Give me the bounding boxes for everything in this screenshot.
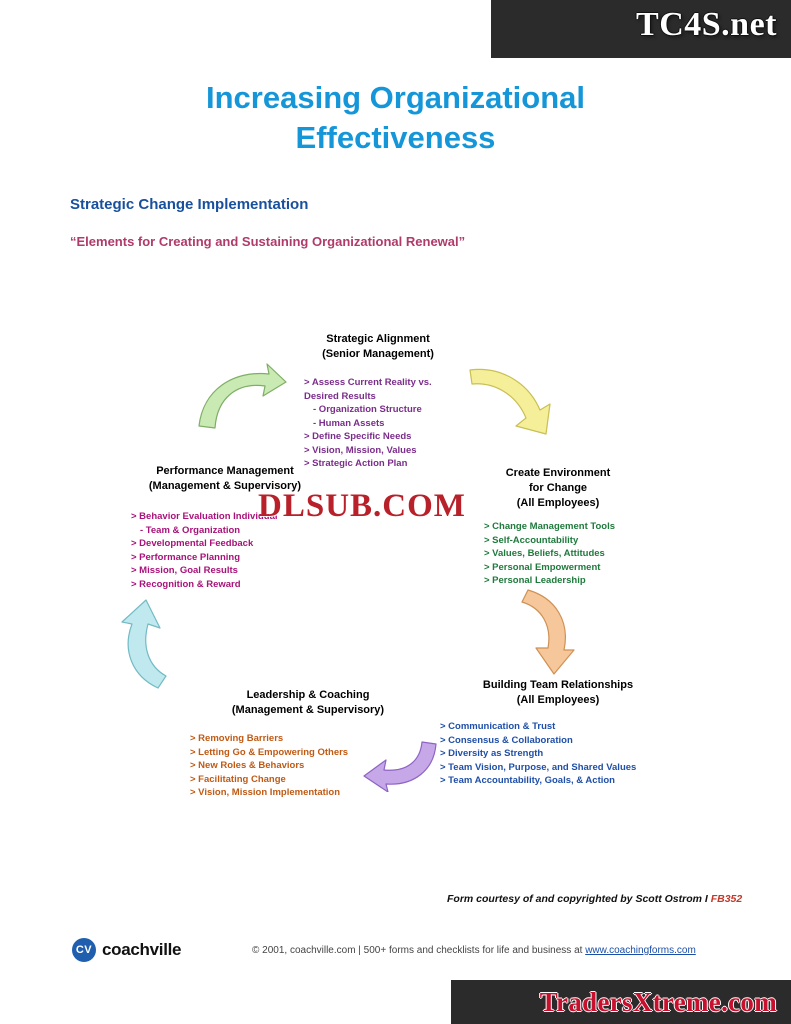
list-item: > Mission, Goal Results — [131, 565, 238, 577]
coachville-logo-icon: CV — [72, 938, 96, 962]
list-item: > Letting Go & Empowering Others — [190, 746, 349, 758]
list-item: > Self-Accountability — [484, 534, 579, 546]
node-heading-create-environment — [458, 466, 658, 511]
list-item: > Developmental Feedback — [131, 538, 254, 550]
arrow-top-left-icon — [193, 362, 288, 432]
node-heading-line1: Create Environment — [505, 467, 611, 479]
list-item: > Vision, Mission Implementation — [190, 787, 341, 799]
list-item: > Performance Planning — [131, 551, 241, 563]
node-heading-line2: (Management & Supervisory) — [148, 479, 302, 492]
arrow-left-icon — [118, 592, 180, 690]
node-heading-line2: (Senior Management) — [322, 347, 434, 360]
page-title-line2: Effectiveness — [295, 119, 496, 155]
list-item: > Behavior Evaluation Individual — [131, 511, 278, 522]
form-credit-separator: I — [704, 893, 708, 905]
list-item: > Removing Barriers — [190, 733, 284, 744]
list-item: > Assess Current Reality vs. — [304, 377, 432, 388]
node-heading-line3: (All Employees) — [516, 496, 600, 509]
list-item: > Diversity as Strength — [440, 748, 544, 760]
node-heading-building-team-relationships — [428, 678, 688, 708]
node-heading-performance-management — [100, 464, 350, 494]
form-credit — [447, 893, 742, 905]
list-item: > Team Vision, Purpose, and Shared Values — [440, 761, 637, 773]
node-heading-line1: Leadership & Coaching — [246, 689, 370, 701]
list-item: > Personal Empowerment — [484, 561, 601, 573]
list-item: > Define Specific Needs — [304, 431, 412, 443]
form-credit-code: FB352 — [710, 893, 743, 905]
node-items-leadership-coaching — [190, 732, 430, 800]
list-item: > Consensus & Collaboration — [440, 734, 573, 746]
node-heading-line2: (Management & Supervisory) — [231, 703, 385, 716]
node-heading-strategic-alignment — [268, 332, 488, 362]
node-heading-line2: (All Employees) — [516, 693, 600, 706]
list-item: > New Roles & Behaviors — [190, 760, 305, 772]
node-heading-line1: Building Team Relationships — [482, 679, 634, 691]
copyright-line — [252, 945, 696, 956]
list-item: Desired Results — [304, 390, 376, 402]
watermark-bottom: TradersXtreme.com — [539, 987, 777, 1017]
watermark-top: TC4S.net — [636, 6, 777, 43]
node-heading-line2: for Change — [528, 481, 588, 494]
node-items-strategic-alignment — [304, 376, 504, 471]
coachingforms-link[interactable]: www.coachingforms.com — [585, 945, 696, 956]
list-item: > Personal Leadership — [484, 575, 586, 587]
arrow-right-icon — [512, 588, 578, 680]
list-item: - Team & Organization — [140, 524, 241, 536]
form-credit-text: Form courtesy of and copyrighted by Scott Ostrom — [447, 893, 702, 905]
list-item: > Values, Beliefs, Attitudes — [484, 548, 605, 560]
list-item: > Recognition & Reward — [131, 578, 241, 590]
page-quote: “Elements for Creating and Sustaining Organizational Renewal” — [70, 234, 466, 249]
node-heading-leadership-coaching — [178, 688, 438, 718]
list-item: > Communication & Trust — [440, 721, 556, 732]
cycle-diagram — [0, 320, 791, 840]
list-item: > Facilitating Change — [190, 773, 286, 785]
list-item: > Change Management Tools — [484, 521, 615, 532]
node-items-building-team-relationships — [440, 720, 690, 788]
list-item: > Team Accountability, Goals, & Action — [440, 775, 615, 787]
node-heading-line1: Performance Management — [156, 465, 294, 477]
node-items-create-environment — [484, 520, 694, 588]
page-title-line1: Increasing Organizational — [206, 80, 585, 115]
coachville-brand: coachville — [102, 940, 182, 959]
node-items-performance-management — [131, 510, 361, 591]
list-item: - Organization Structure — [313, 404, 422, 416]
page-title — [0, 78, 791, 157]
copyright-text: © 2001, coachville.com | 500+ forms and checklists for life and business at — [252, 945, 586, 956]
list-item: - Human Assets — [313, 417, 385, 429]
page-subtitle: Strategic Change Implementation — [70, 196, 309, 213]
list-item: > Strategic Action Plan — [304, 458, 408, 470]
watermark-center: DLSUB.COM — [258, 488, 466, 524]
list-item: > Vision, Mission, Values — [304, 444, 417, 456]
node-heading-line1: Strategic Alignment — [326, 333, 430, 345]
